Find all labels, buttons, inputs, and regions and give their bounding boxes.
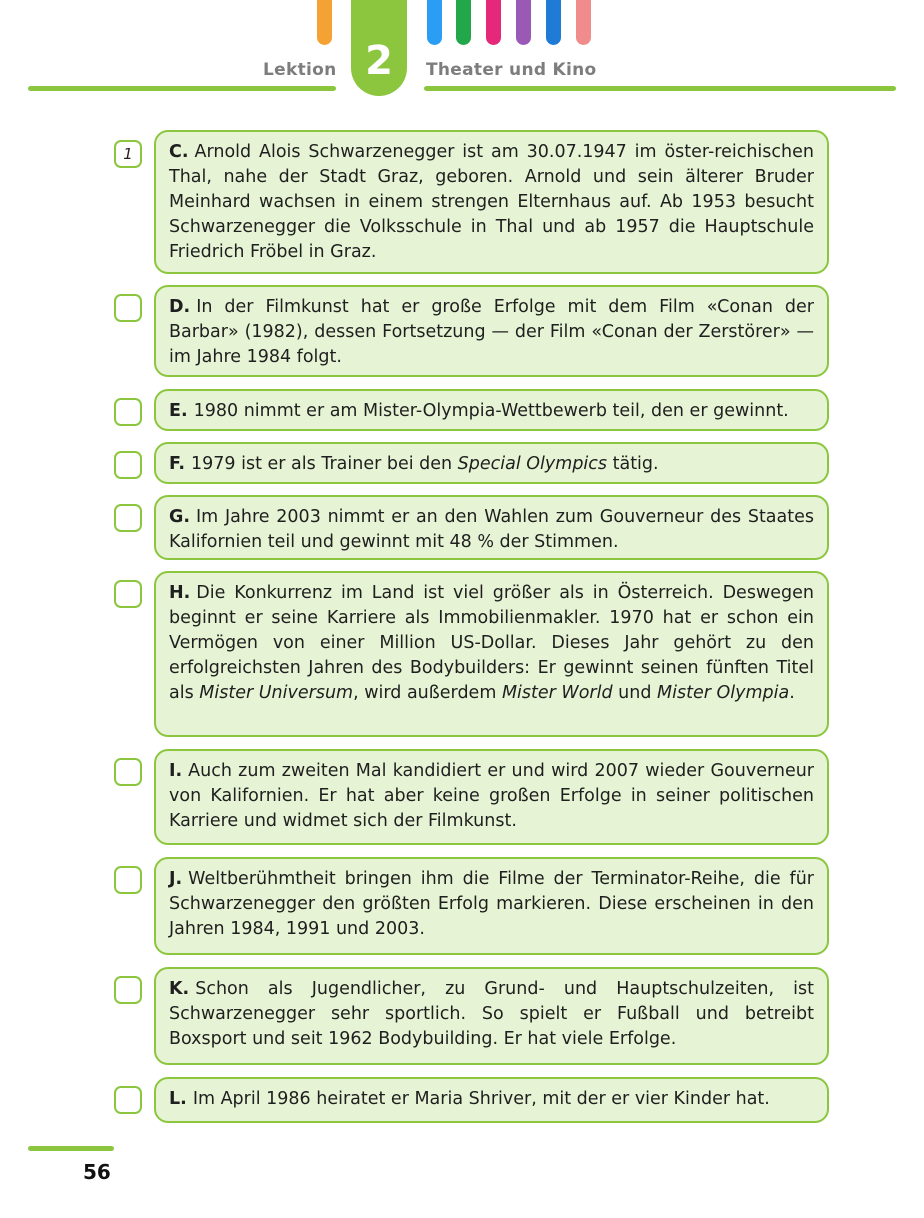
chapter-title: Theater und Kino	[426, 60, 597, 80]
lektion-label: Lektion	[263, 60, 337, 80]
header-tab-darkblue	[546, 0, 561, 45]
header-tab-green	[456, 0, 471, 45]
paragraph-letter: D.	[169, 297, 191, 317]
paragraph-letter: I.	[169, 761, 183, 781]
paragraph-letter: F.	[169, 454, 186, 474]
paragraph-letter: G.	[169, 507, 191, 527]
paragraph-text: tätig.	[607, 454, 659, 474]
paragraph-text: .	[789, 683, 795, 703]
paragraph-text: Auch zum zweiten Mal kandidiert er und wird 2007 wieder Gouverneur von Kalifornien. Er hat aber keine großen Erfolge in seiner politischen Karriere und widmet sich der Filmkunst.	[169, 761, 814, 831]
order-checkbox-k[interactable]	[114, 976, 142, 1004]
paragraph-text: Schon als Jugendlicher, zu Grund- und Hauptschulzeiten, ist Schwarzenegger sehr sportlich. So spielt er Fußball und betreibt Boxsport und seit 1962 Bodybuilding. Er hat viele Erfolge.	[169, 979, 814, 1049]
paragraph-text: Die Konkurrenz im Land ist viel größer als in Österreich. Deswegen beginnt er seine Karriere als Immobilienmakler. 1970 hat er schon ein Vermögen von einer Million US-Dollar. Dieses Jahr gehört zu den erfolgreichsten Jahren des Bodybuilders: Er gewinnt seinen fünften Titel als	[169, 583, 814, 703]
paragraph-text-italic: Mister Universum	[199, 683, 354, 703]
paragraph-text: 1979 ist er als Trainer bei den	[191, 454, 458, 474]
paragraph-text: und	[612, 683, 657, 703]
paragraph-text: Im Jahre 2003 nimmt er an den Wahlen zum Gouverneur des Staates Kalifornien teil und gewinnt mit 48 % der Stimmen.	[169, 507, 814, 552]
paragraph-box-l	[154, 1077, 829, 1123]
paragraph-box-c	[154, 130, 829, 274]
header-tab-salmon	[576, 0, 591, 45]
paragraph-box-h	[154, 571, 829, 737]
paragraph-box-i	[154, 749, 829, 845]
lesson-number-badge: 2	[351, 0, 407, 96]
paragraph-box-d	[154, 285, 829, 377]
header-tab-orange	[317, 0, 332, 45]
paragraph-letter: H.	[169, 583, 191, 603]
paragraph-letter: E.	[169, 401, 188, 421]
paragraph-text-italic: Special Olympics	[457, 454, 608, 474]
header-tab-blue	[427, 0, 442, 45]
paragraph-text-italic: Mister World	[501, 683, 613, 703]
paragraph-letter: J.	[169, 869, 183, 889]
paragraph-text: In der Filmkunst hat er große Erfolge mit dem Film «Conan der Barbar» (1982), dessen Fortsetzung — der Film «Conan der Zerstörer» — im Jahre 1984 folgt.	[169, 297, 814, 367]
header-tab-purple	[516, 0, 531, 45]
paragraph-letter: C.	[169, 142, 189, 162]
paragraph-box-j	[154, 857, 829, 955]
paragraph-text: Weltberühmtheit bringen ihm die Filme der Terminator-Reihe, die für Schwarzenegger den größten Erfolg markieren. Diese erscheinen in den Jahren 1984, 1991 und 2003.	[169, 869, 814, 939]
order-checkbox-c[interactable]: 1	[114, 140, 142, 168]
paragraph-text: , wird außerdem	[353, 683, 502, 703]
header-rule-left	[28, 86, 336, 91]
order-checkbox-f[interactable]	[114, 451, 142, 479]
paragraph-letter: L.	[169, 1089, 187, 1109]
order-checkbox-h[interactable]	[114, 580, 142, 608]
paragraph-text: 1980 nimmt er am Mister-Olympia-Wettbewerb teil, den er gewinnt.	[193, 401, 789, 421]
paragraph-text: Im April 1986 heiratet er Maria Shriver, mit der er vier Kinder hat.	[192, 1089, 770, 1109]
header-rule-right	[424, 86, 896, 91]
paragraph-box-e	[154, 389, 829, 431]
paragraph-box-k	[154, 967, 829, 1065]
paragraph-text: Arnold Alois Schwarzenegger ist am 30.07.1947 im öster-reichischen Thal, nahe der Stadt Graz, geboren. Arnold und sein älterer Bruder Meinhard wachsen in einem strengen Elternhaus auf. Ab 1953 besucht Schwarzenegger die Volksschule in Thal und ab 1957 die Hauptschule Friedrich Fröbel in Graz.	[169, 142, 814, 262]
page-number: 56	[83, 1160, 111, 1184]
paragraph-letter: K.	[169, 979, 190, 999]
order-checkbox-d[interactable]	[114, 294, 142, 322]
paragraph-box-f	[154, 442, 829, 484]
paragraph-box-g	[154, 495, 829, 560]
footer-rule	[28, 1146, 114, 1151]
order-checkbox-e[interactable]	[114, 398, 142, 426]
header-tab-pink	[486, 0, 501, 45]
order-checkbox-l[interactable]	[114, 1086, 142, 1114]
paragraph-text-italic: Mister Olympia	[657, 683, 790, 703]
order-checkbox-j[interactable]	[114, 866, 142, 894]
order-checkbox-i[interactable]	[114, 758, 142, 786]
order-checkbox-g[interactable]	[114, 504, 142, 532]
